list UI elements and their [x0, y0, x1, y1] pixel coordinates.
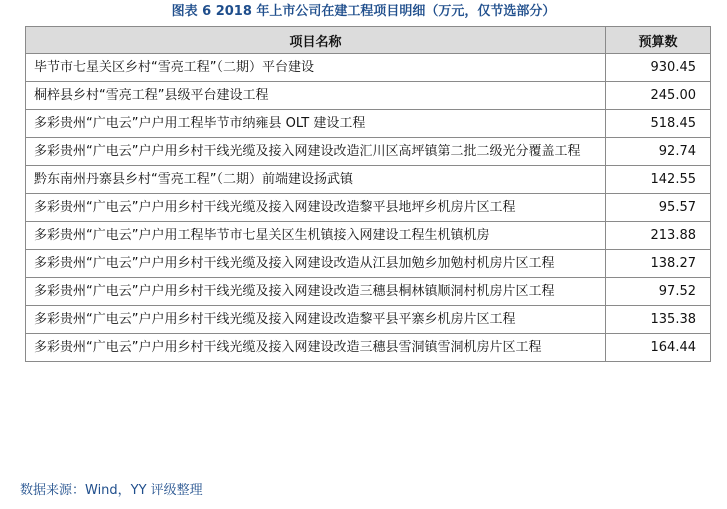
- budget-cell: 92.74: [606, 138, 711, 166]
- project-name-cell: 多彩贵州“广电云”户户用乡村干线光缆及接入网建设改造三穗县雪洞镇雪洞机房片区工程: [26, 334, 606, 362]
- table-row: [26, 54, 711, 82]
- table-row: [26, 222, 711, 250]
- project-name-cell: 多彩贵州“广电云”户户用乡村干线光缆及接入网建设改造黎平县地坪乡机房片区工程: [26, 194, 606, 222]
- project-name-cell: 多彩贵州“广电云”户户用工程毕节市纳雍县 OLT 建设工程: [26, 110, 606, 138]
- project-name-cell: 多彩贵州“广电云”户户用乡村干线光缆及接入网建设改造汇川区高坪镇第二批二级光分覆盖工程: [26, 138, 606, 166]
- project-name-cell: 黔东南州丹寨县乡村“雪亮工程”（二期）前端建设扬武镇: [26, 166, 606, 194]
- table-row: [26, 278, 711, 306]
- table-row: [26, 166, 711, 194]
- budget-cell: 95.57: [606, 194, 711, 222]
- data-source-note: 数据来源：Wind，YY 评级整理: [20, 483, 203, 498]
- budget-cell: 142.55: [606, 166, 711, 194]
- table-row: [26, 250, 711, 278]
- budget-cell: 245.00: [606, 82, 711, 110]
- budget-cell: 930.45: [606, 54, 711, 82]
- header-budget: 预算数: [606, 27, 711, 54]
- table-row: [26, 334, 711, 362]
- budget-cell: 138.27: [606, 250, 711, 278]
- project-name-cell: 多彩贵州“广电云”户户用工程毕节市七星关区生机镇接入网建设工程生机镇机房: [26, 222, 606, 250]
- table-title: 图表 6 2018 年上市公司在建工程项目明细（万元，仅节选部分）: [171, 4, 556, 19]
- table-row: [26, 138, 711, 166]
- project-table: [25, 26, 711, 362]
- table-row: [26, 194, 711, 222]
- budget-cell: 518.45: [606, 110, 711, 138]
- project-name-cell: 多彩贵州“广电云”户户用乡村干线光缆及接入网建设改造三穗县桐林镇顺洞村机房片区工程: [26, 278, 606, 306]
- table-row: [26, 82, 711, 110]
- project-name-cell: 多彩贵州“广电云”户户用乡村干线光缆及接入网建设改造从江县加勉乡加勉村机房片区工程: [26, 250, 606, 278]
- budget-cell: 213.88: [606, 222, 711, 250]
- budget-cell: 97.52: [606, 278, 711, 306]
- table-row: [26, 306, 711, 334]
- header-project-name: 项目名称: [26, 27, 606, 54]
- table-row: [26, 110, 711, 138]
- project-name-cell: 桐梓县乡村“雪亮工程”县级平台建设工程: [26, 82, 606, 110]
- project-name-cell: 毕节市七星关区乡村“雪亮工程”（二期）平台建设: [26, 54, 606, 82]
- table-header-row: [26, 27, 711, 54]
- project-name-cell: 多彩贵州“广电云”户户用乡村干线光缆及接入网建设改造黎平县平寨乡机房片区工程: [26, 306, 606, 334]
- budget-cell: 135.38: [606, 306, 711, 334]
- budget-cell: 164.44: [606, 334, 711, 362]
